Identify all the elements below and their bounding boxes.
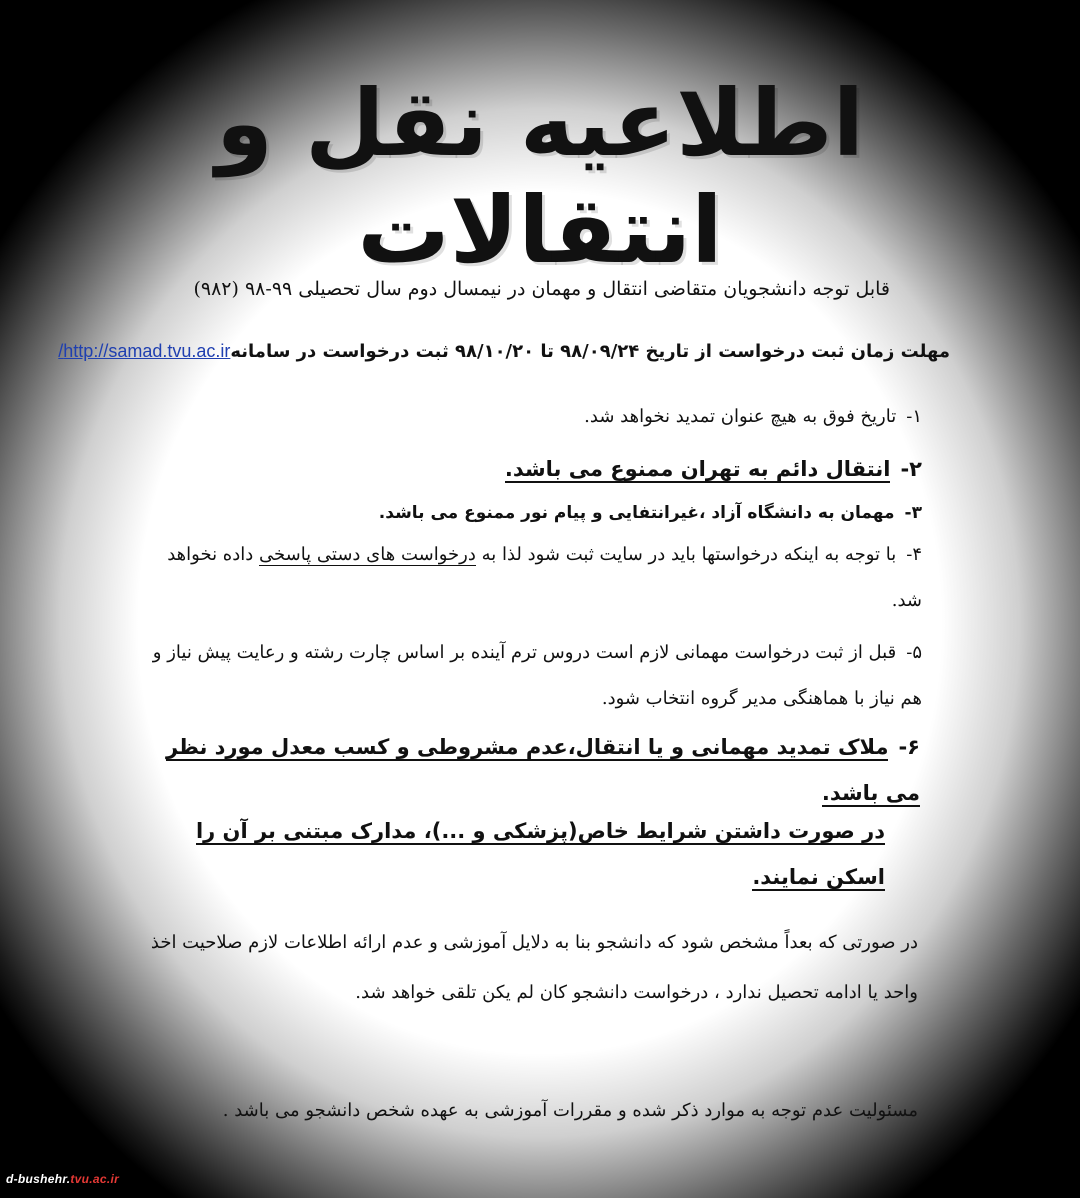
rule-item-1 — [142, 394, 922, 440]
rule-number: ۵- — [906, 642, 922, 663]
rule-item-4 — [132, 532, 922, 624]
intro-text: قابل توجه دانشجویان متقاضی انتقال و مهمان در نیمسال دوم سال تحصیلی ۹۹-۹۸ (۹۸۲) — [193, 278, 890, 300]
deadline-line — [58, 341, 950, 362]
special-conditions-text: در صورت داشتن شرایط خاص(پزشکی و ...)، مدارک مبتنی بر آن را اسکن نمایند. — [195, 819, 885, 889]
rule-item-6 — [140, 724, 920, 816]
rule-text-a: با توجه به اینکه درخواستها باید در سایت ثبت شود لذا به — [475, 544, 897, 565]
watermark-suffix: tvu.ac.ir — [70, 1172, 120, 1186]
samad-link[interactable]: http://samad.tvu.ac.ir/ — [58, 341, 231, 361]
rule-text: مهمان به دانشگاه آزاد ،غیرانتفایی و پیام نور ممنوع می باشد. — [378, 503, 895, 523]
rule-number: ۶- — [898, 735, 920, 759]
rule-text-underlined: درخواست های دستی پاسخی — [258, 544, 476, 565]
rule-text-b: داده نخواهد شد. — [167, 544, 922, 611]
rule-text: انتقال دائم به تهران ممنوع می باشد. — [504, 457, 891, 481]
rule-item-2 — [142, 446, 922, 492]
responsibility-note: مسئولیت عدم توجه به موارد ذکر شده و مقررات آموزشی به عهده شخص دانشجو می باشد . — [222, 1100, 918, 1121]
eligibility-paragraph: در صورتی که بعداً مشخص شود که دانشجو بنا به دلایل آموزشی و عدم ارائه اطلاعات لازم صلاحیت اخذ واحد یا ادامه تحصیل ندارد ، درخواست دانشجو کان لم یکن تلقی خواهد شد. — [150, 932, 918, 1003]
rule-item-5 — [132, 630, 922, 722]
rule-number: ۲- — [900, 457, 922, 481]
rule-number: ۳- — [904, 503, 922, 523]
site-watermark — [0, 1170, 125, 1188]
rule-number: ۱- — [906, 406, 922, 427]
watermark-prefix: d-bushehr. — [6, 1172, 71, 1186]
deadline-text: مهلت زمان ثبت درخواست از تاریخ ۹۸/۰۹/۲۴ تا ۹۸/۱۰/۲۰ ثبت درخواست در سامانه — [230, 341, 950, 362]
rule-text: ملاک تمدید مهمانی و یا انتقال،عدم مشروطی و کسب معدل مورد نظر می باشد. — [165, 735, 920, 805]
rule-text: قبل از ثبت درخواست مهمانی لازم است دروس ترم آینده بر اساس چارت رشته و رعایت پیش نیاز و هم نیاز با هماهنگی مدیر گروه انتخاب شود. — [152, 642, 922, 709]
rule-text: تاریخ فوق به هیچ عنوان تمدید نخواهد شد. — [584, 406, 897, 427]
rule-number: ۴- — [906, 544, 922, 565]
page-title: اطلاعیه نقل و انتقالات — [215, 70, 865, 284]
special-conditions-note — [145, 808, 885, 900]
rule-item-3 — [142, 490, 922, 536]
